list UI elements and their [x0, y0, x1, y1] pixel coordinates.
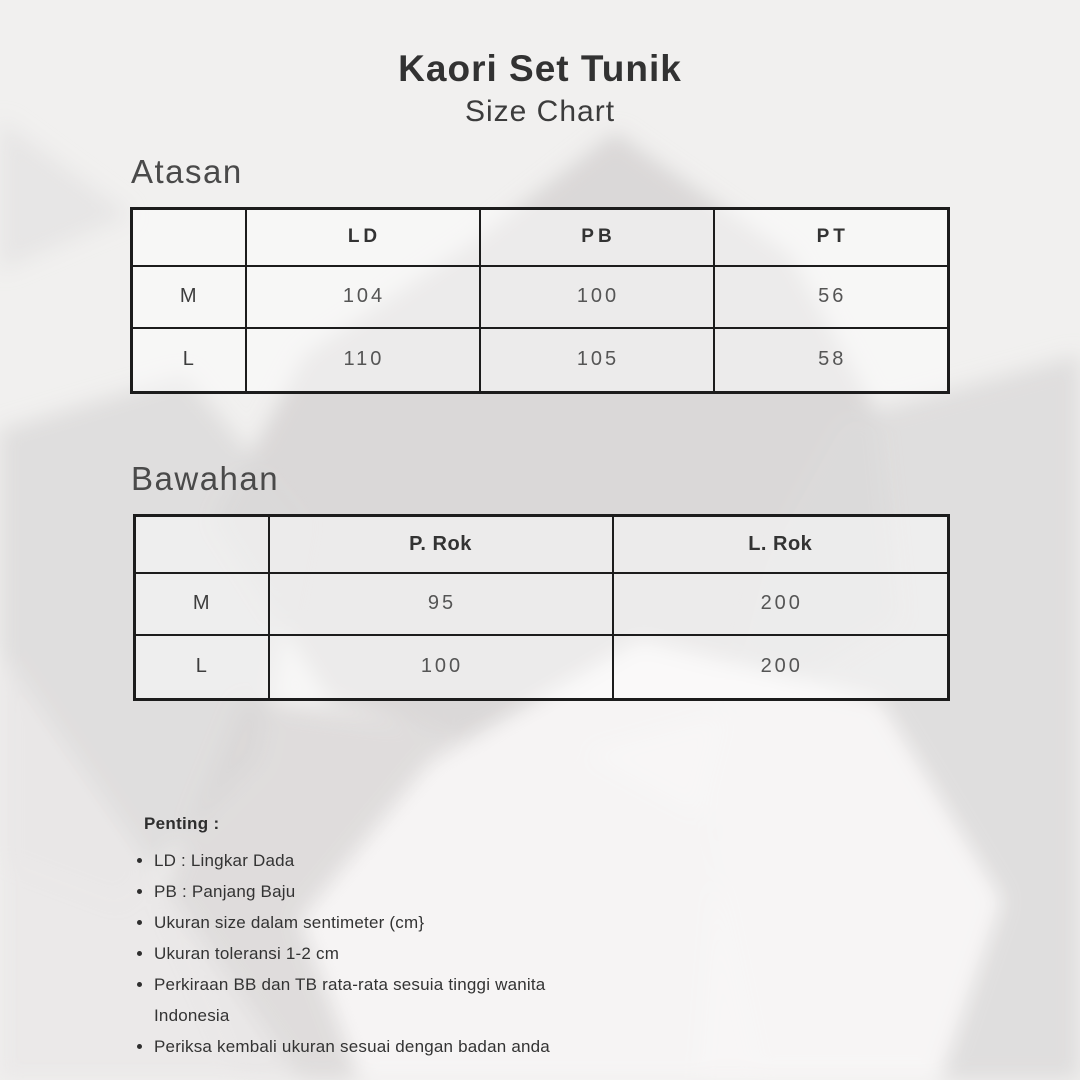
bawahan-l-lrok-value: 200 — [613, 635, 949, 700]
page-title: Kaori Set Tunik — [398, 48, 682, 89]
atasan-column-pt: PT — [714, 209, 949, 266]
bawahan-header-row — [135, 516, 949, 573]
atasan-m-ld-value: 104 — [246, 266, 480, 328]
section-heading-atasan: Atasan — [131, 153, 243, 190]
atasan-l-pb-value: 105 — [480, 328, 714, 393]
notes-section — [137, 814, 599, 1062]
notes-list — [137, 845, 599, 1062]
bawahan-m-lrok-value: 200 — [613, 573, 949, 635]
page-subtitle: Size Chart — [464, 95, 616, 128]
atasan-l-ld-value: 110 — [246, 328, 480, 393]
notes-heading: Penting : — [144, 814, 220, 833]
bawahan-size-m: M — [135, 573, 269, 635]
atasan-header-row — [132, 209, 949, 266]
section-heading-bawahan: Bawahan — [131, 460, 280, 497]
note-item-tolerance: Ukuran toleransi 1-2 cm — [137, 938, 599, 969]
atasan-corner-cell — [132, 209, 246, 266]
atasan-size-l: L — [132, 328, 246, 393]
atasan-m-pt-value: 56 — [714, 266, 949, 328]
atasan-size-m: M — [132, 266, 246, 328]
atasan-column-pb: PB — [480, 209, 714, 266]
bawahan-corner-cell — [135, 516, 269, 573]
atasan-l-pt-value: 58 — [714, 328, 949, 393]
bawahan-size-l: L — [135, 635, 269, 700]
atasan-column-ld: LD — [246, 209, 480, 266]
bawahan-row-m — [135, 573, 949, 635]
note-item-units: Ukuran size dalam sentimeter (cm} — [137, 907, 599, 938]
note-item-recheck: Periksa kembali ukuran sesuai dengan badan anda — [137, 1031, 599, 1062]
atasan-m-pb-value: 100 — [480, 266, 714, 328]
bawahan-size-table — [133, 514, 950, 701]
bawahan-column-l-rok: L. Rok — [613, 516, 949, 573]
note-item-ld: LD : Lingkar Dada — [137, 845, 599, 876]
bawahan-column-p-rok: P. Rok — [269, 516, 613, 573]
atasan-row-m — [132, 266, 949, 328]
bawahan-m-prok-value: 95 — [269, 573, 613, 635]
bawahan-row-l — [135, 635, 949, 700]
bawahan-l-prok-value: 100 — [269, 635, 613, 700]
note-item-estimate: Perkiraan BB dan TB rata-rata sesuia tinggi wanita Indonesia — [137, 969, 599, 1031]
note-item-pb: PB : Panjang Baju — [137, 876, 599, 907]
atasan-size-table — [130, 207, 950, 394]
atasan-row-l — [132, 328, 949, 393]
